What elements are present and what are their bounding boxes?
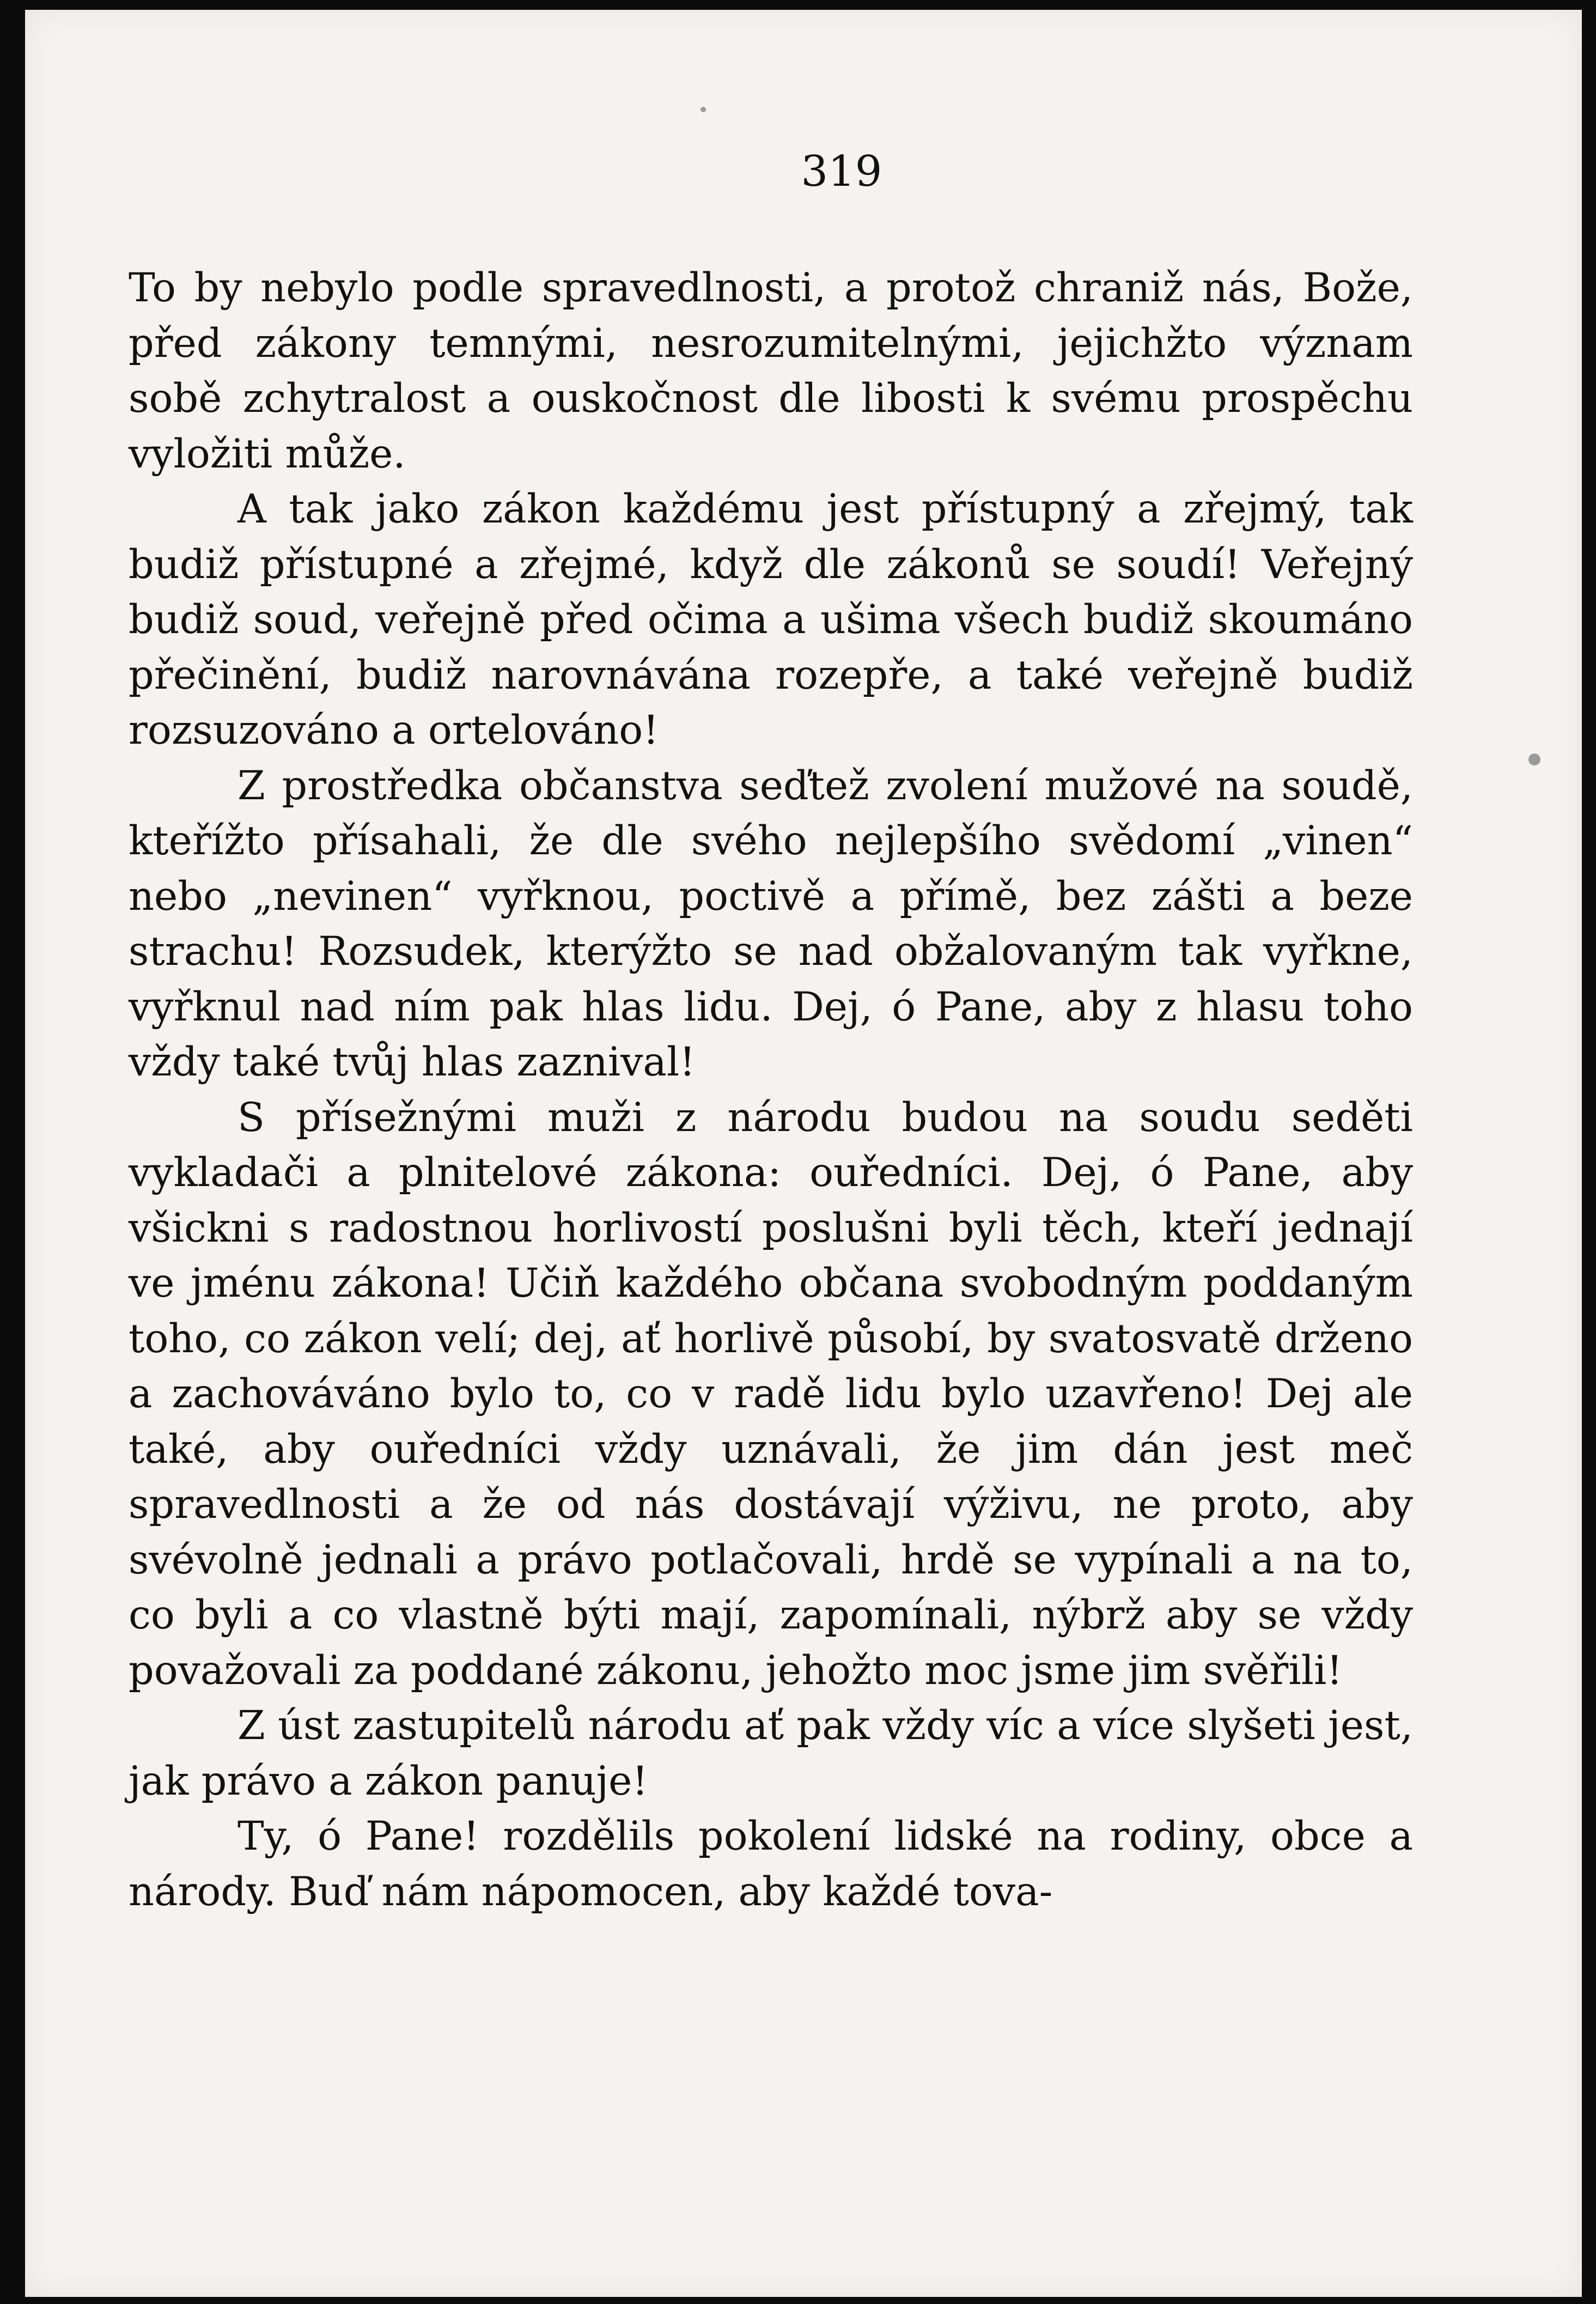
paper-speck [700,107,706,112]
paragraph: Z úst zastupitelů národu ať pak vždy víc a více slyšeti jest, jak právo a zákon panuje! [129,1703,1413,1804]
paragraph: S přísežnými muži z národu budou na soudu seděti vykladači a plnitelové zákona: ouředníci. Dej, ó Pane, aby všickni s radostnou horlivostí poslušni byli těch, kteří jednají ve jménu zákona! Učiň každého občana svobodným poddaným toho, co zákon velí; dej, ať horlivě působí, by svatosvatě drženo a zachováváno bylo to, co v radě lidu bylo uzavřeno! Dej ale také, aby ouředníci vždy uznávali, že jim dán jest meč spravedlnosti a že od nás dostávají výživu, ne proto, aby svévolně jednali a právo potlačovali, hrdě se vypínali a na to, co byli a co vlastně býti mají, zapomínali, nýbrž aby se vždy považovali za poddané zákonu, jehožto moc jsme jim svěřili! [129,1094,1413,1694]
paragraph: To by nebylo podle spravedlnosti, a protož chraniž nás, Bože, před zákony temnými, nesrozumitelnými, jejichžto význam sobě zchytralost a ouskočnost dle libosti k svému prospěchu vyložiti může. [129,265,1413,477]
paragraph: A tak jako zákon každému jest přístupný a zřejmý, tak budiž přístupné a zřejmé, když dle zákonů se soudí! Veřejný budiž soud, veřejně před očima a ušima všech budiž skoumáno přečinění, budiž narovnávána rozepře, a také veřejně budiž rozsuzováno a ortelováno! [129,486,1413,753]
page-number: 319 [801,147,882,196]
paper-speck [1528,753,1540,765]
paragraph: Ty, ó Pane! rozdělils pokolení lidské na rodiny, obce a národy. Buď nám nápomocen, aby každé tova- [129,1813,1413,1915]
paragraph: Z prostředka občanstva seďtež zvolení mužové na soudě, kteřížto přísahali, že dle svého nejlepšího svědomí „vinen“ nebo „nevinen“ vyřknou, poctivě a přímě, bez zášti a beze strachu! Rozsudek, kterýžto se nad obžalovaným tak vyřkne, vyřknul nad ním pak hlas lidu. Dej, ó Pane, aby z hlasu toho vždy také tvůj hlas zaznival! [129,762,1413,1085]
body-text [129,260,1413,1919]
book-page [25,10,1582,2297]
